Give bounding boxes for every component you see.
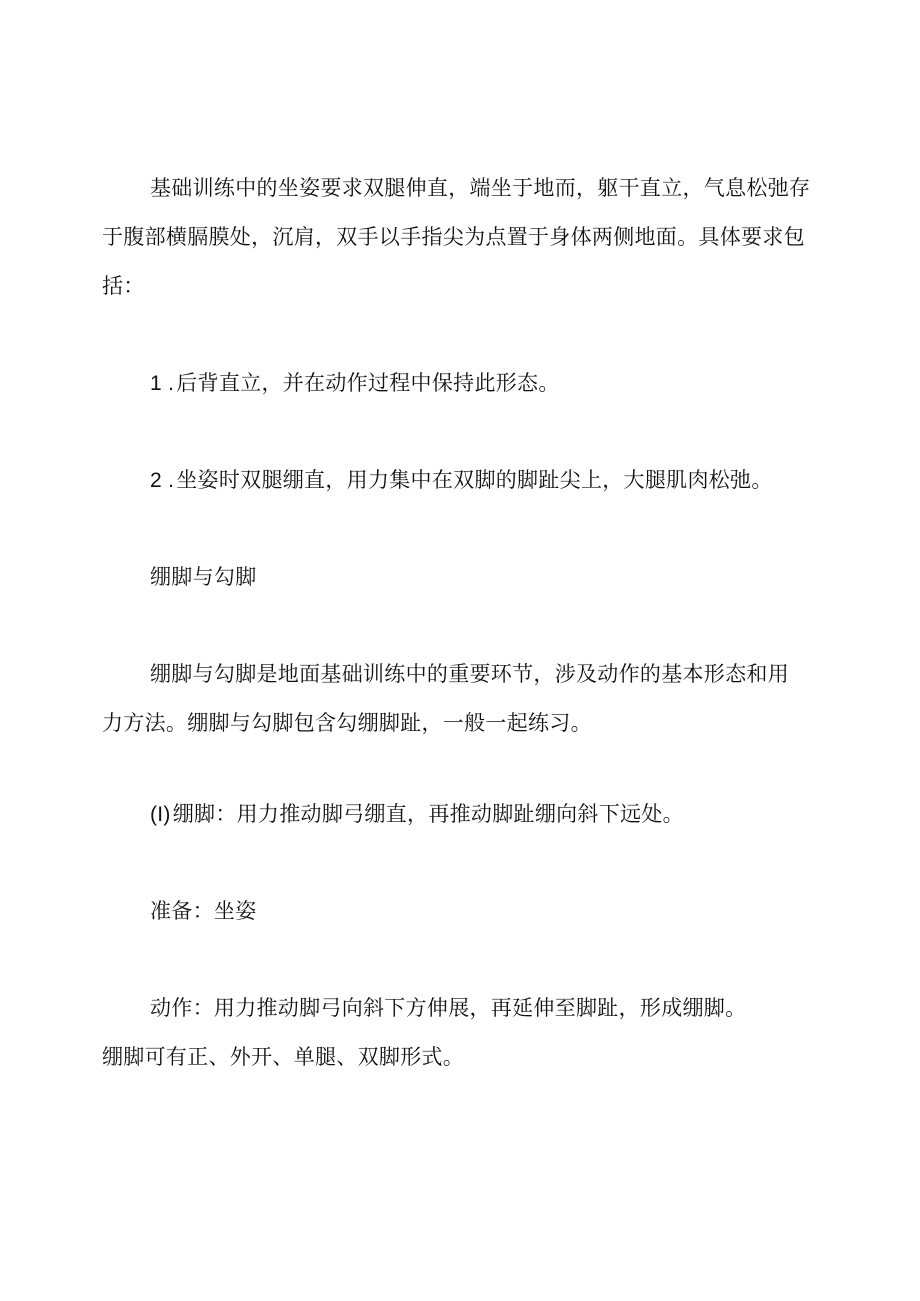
action-line-1: 动作：用力推动脚弓向斜下方伸展，再延伸至脚趾，形成绷脚。 <box>150 996 747 1020</box>
preparation-line: 准备：坐姿 <box>150 899 257 923</box>
list-item-1-text: 后背直立，并在动作过程中保持此形态。 <box>176 371 560 395</box>
list-item-3-number: (I) <box>150 803 171 826</box>
paragraph-2-line-2: 力方法。绷脚与勾脚包含勾绷脚趾，一般一起练习。 <box>102 711 592 735</box>
list-item-1-number: 1 . <box>150 372 175 395</box>
paragraph-1-line-2: 于腹部横膈膜处，沉肩，双手以手指尖为点置于身体两侧地面。具体要求包 <box>102 225 805 249</box>
list-item-2 <box>150 466 773 495</box>
paragraph-1-line-3: 括： <box>102 274 145 298</box>
list-item-2-text: 坐姿时双腿绷直，用力集中在双脚的脚趾尖上，大腿肌肉松弛。 <box>176 468 773 492</box>
list-item-2-number: 2 . <box>150 469 175 492</box>
section-heading: 绷脚与勾脚 <box>150 565 257 589</box>
paragraph-1-line-1: 基础训练中的坐姿要求双腿伸直，端坐于地而，躯干直立，气息松弛存 <box>150 176 811 200</box>
action-line-2: 绷脚可有正、外开、单腿、双脚形式。 <box>102 1045 465 1069</box>
list-item-1 <box>150 369 560 398</box>
list-item-3-text: 绷脚：用力推动脚弓绷直，再推动脚趾绷向斜下远处。 <box>172 802 684 826</box>
list-item-3 <box>150 800 684 829</box>
paragraph-2-line-1: 绷脚与勾脚是地面基础训练中的重要环节，涉及动作的基本形态和用 <box>150 662 789 686</box>
